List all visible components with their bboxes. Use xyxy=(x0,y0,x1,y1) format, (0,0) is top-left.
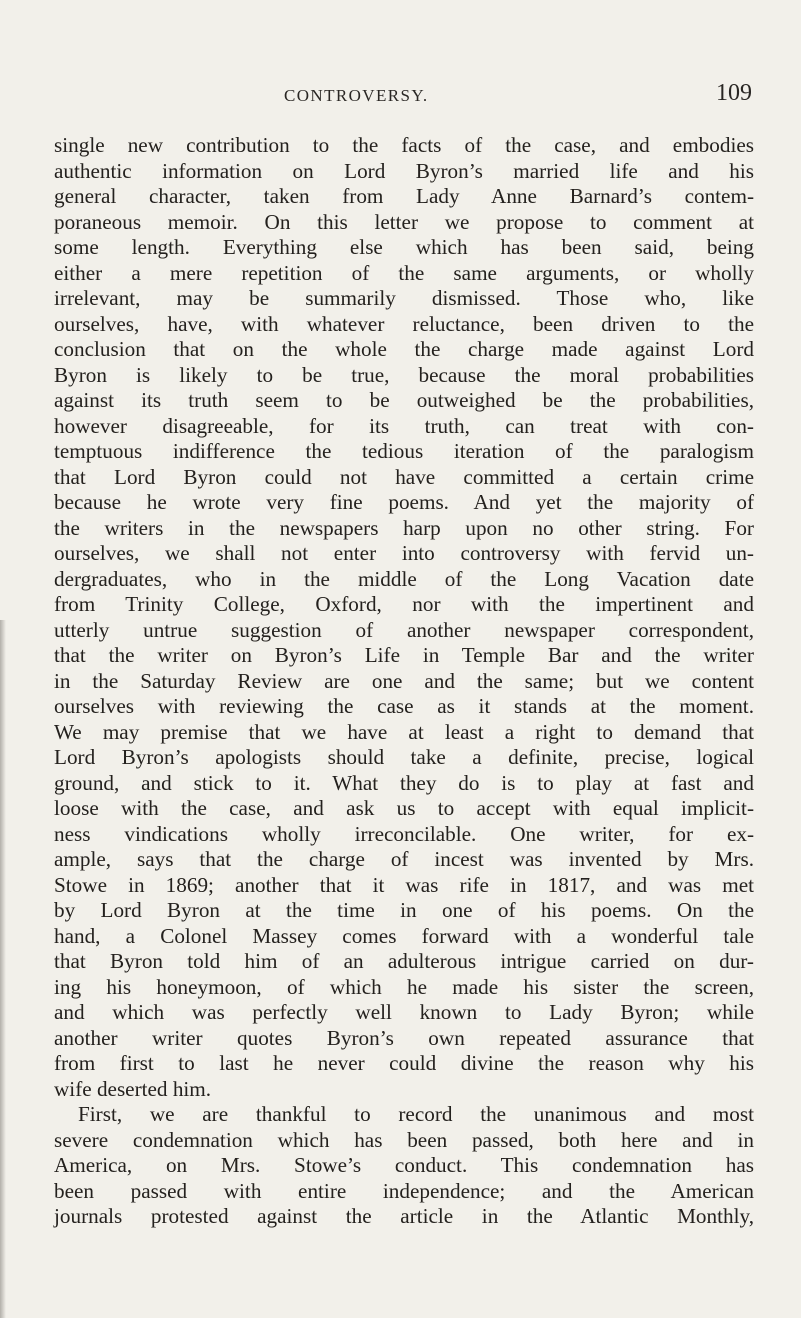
text-line: from first to last he never could divine the reason why his xyxy=(54,1051,754,1075)
text-line: Byron is likely to be true, because the moral probabilities xyxy=(54,362,754,387)
text-line: dergraduates, who in the middle of the Long Vacation date xyxy=(54,566,754,591)
text-line: the writers in the newspapers harp upon no other string. For xyxy=(54,515,754,540)
text-line: temptuous indifference the tedious iteration of the paralogism xyxy=(54,439,754,463)
text-line: ourselves, have, with whatever reluctance, been driven to the xyxy=(54,311,754,336)
text-line: irrelevant, may be summarily dismissed. Those who, like xyxy=(54,286,754,310)
text-line: loose with the case, and ask us to accept with equal implicit- xyxy=(54,796,754,820)
text-line: ample, says that the charge of incest was invented by Mrs. xyxy=(54,847,754,871)
text-line: ourselves with reviewing the case as it stands at the moment. xyxy=(54,694,754,718)
text-line: We may premise that we have at least a right to demand that xyxy=(54,719,754,744)
text-line: Stowe in 1869; another that it was rife in 1817, and was met xyxy=(54,872,754,897)
text-line: single new contribution to the facts of the case, and embodies xyxy=(54,133,754,157)
text-line: ourselves, we shall not enter into controversy with fervid un- xyxy=(54,541,754,565)
text-line: conclusion that on the whole the charge made against Lord xyxy=(54,337,754,361)
text-line: by Lord Byron at the time in one of his poems. On the xyxy=(54,898,754,922)
page-number: 109 xyxy=(716,80,752,106)
text-line: that the writer on Byron’s Life in Temple Bar and the writer xyxy=(54,643,754,667)
text-line: either a mere repetition of the same arguments, or wholly xyxy=(54,260,754,285)
body-text xyxy=(54,133,754,1230)
text-line: ness vindications wholly irreconcilable. One writer, for ex- xyxy=(54,821,754,846)
text-line: Lord Byron’s apologists should take a definite, precise, logical xyxy=(54,745,754,769)
page-edge-shadow xyxy=(0,620,6,1318)
text-line: however disagreeable, for its truth, can treat with con- xyxy=(54,413,754,438)
text-line: been passed with entire independence; and the American xyxy=(54,1178,754,1203)
text-line: ground, and stick to it. What they do is to play at fast and xyxy=(54,770,754,795)
text-line: America, on Mrs. Stowe’s conduct. This condemnation has xyxy=(54,1153,754,1177)
text-line: general character, taken from Lady Anne Barnard’s contem- xyxy=(54,184,754,208)
text-line: authentic information on Lord Byron’s married life and his xyxy=(54,158,754,183)
text-line: wife deserted him. xyxy=(54,1076,212,1101)
text-line: another writer quotes Byron’s own repeated assurance that xyxy=(54,1025,754,1050)
running-title: CONTROVERSY. xyxy=(284,86,429,105)
text-line: against its truth seem to be outweighed be the probabilities, xyxy=(54,388,754,412)
text-line: severe condemnation which has been passed, both here and in xyxy=(54,1127,754,1152)
text-line: some length. Everything else which has been said, being xyxy=(54,235,754,259)
text-line: ing his honeymoon, of which he made his sister the screen, xyxy=(54,974,754,999)
text-line: from Trinity College, Oxford, nor with the impertinent and xyxy=(54,592,754,616)
text-line: that Byron told him of an adulterous intrigue carried on dur- xyxy=(54,949,754,973)
text-line: that Lord Byron could not have committed a certain crime xyxy=(54,464,754,489)
text-line: and which was perfectly well known to Lady Byron; while xyxy=(54,1000,754,1024)
text-line: journals protested against the article in the Atlantic Monthly, xyxy=(54,1204,754,1228)
text-line: because he wrote very fine poems. And yet the majority of xyxy=(54,490,754,514)
text-line: hand, a Colonel Massey comes forward with a wonderful tale xyxy=(54,923,754,948)
text-line: First, we are thankful to record the unanimous and most xyxy=(78,1102,754,1126)
text-line: poraneous memoir. On this letter we propose to comment at xyxy=(54,209,754,234)
text-line: in the Saturday Review are one and the same; but we content xyxy=(54,668,754,693)
running-head xyxy=(0,80,801,110)
text-line: utterly untrue suggestion of another newspaper correspondent, xyxy=(54,617,754,642)
